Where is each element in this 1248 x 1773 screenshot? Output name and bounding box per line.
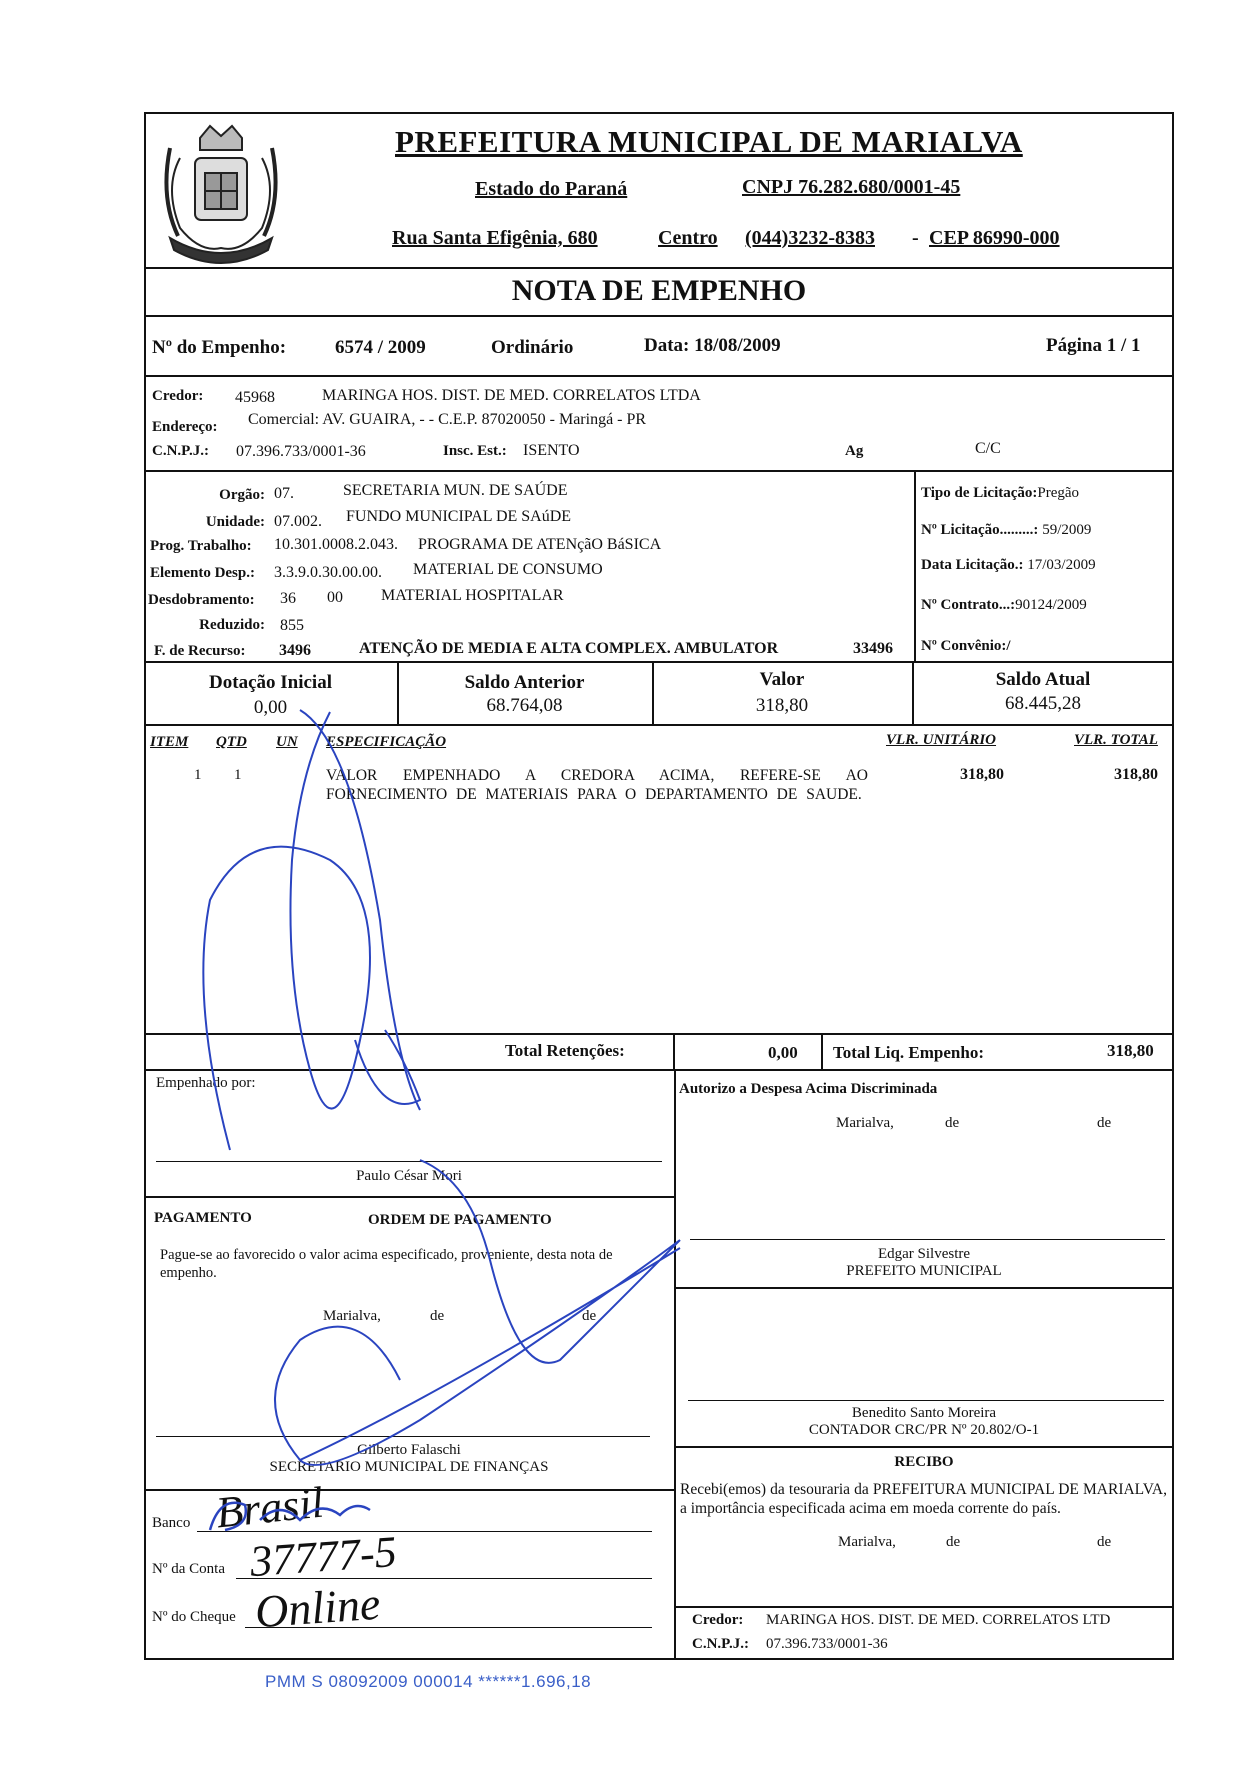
col-un: UN [276,734,298,750]
col-vlr-total: VLR. TOTAL [1074,732,1158,748]
header-cnpj: CNPJ 76.282.680/0001-45 [742,176,961,198]
header-cep: CEP 86990-000 [929,227,1060,249]
row-vlr-unitario: 318,80 [960,766,1004,783]
ag-label: Ag [845,443,864,459]
empenho-date: Data: 18/08/2009 [644,335,781,356]
recibo-city: Marialva, [838,1534,896,1550]
col-especificacao: ESPECIFICAÇÃO [326,734,447,750]
cheque-label: Nº do Cheque [152,1609,236,1625]
pagamento-text: Pague-se ao favorecido o valor acima especificado, proveniente, desta nota de empenho. [160,1247,613,1281]
elemento-name: MATERIAL DE CONSUMO [413,561,603,578]
empenho-type: Ordinário [491,337,574,358]
convenio-label: Nº Convênio:/ [921,638,1011,654]
tipo-licitacao-text: Tipo de Licitação: [921,485,1038,501]
page-number: Página 1 / 1 [1046,335,1141,356]
saldo-anterior-label: Saldo Anterior [464,672,585,693]
orgao-code: 07. [274,485,294,502]
numero-licitacao-label: Nº Licitação.........: [921,522,1039,538]
row-qtd: 1 [234,767,242,783]
credor-code: 45968 [235,389,275,406]
conta-label: Nº da Conta [152,1561,225,1577]
autorizo-name: Edgar Silvestre [877,1246,971,1262]
header-address: Rua Santa Efigênia, 680 [392,227,598,249]
recibo-credor: MARINGA HOS. DIST. DE MED. CORRELATOS LTD [766,1612,1111,1628]
contrato-value: 90124/2009 [1015,597,1087,613]
row-especificacao: VALOR EMPENHADO A CREDORA ACIMA, REFERE-SE AO FORNECIMENTO DE MATERIAIS PARA O DEPARTAMENTO DE SAUDE. [326,767,868,803]
elemento-label: Elemento Desp.: [150,565,255,581]
autorizo-de1: de [945,1115,960,1131]
orgao-label: Orgão: [219,487,265,503]
credor-label: Credor: [152,388,204,404]
orgao-name: SECRETARIA MUN. DE SAÚDE [343,482,568,499]
total-liquido-label: Total Liq. Empenho: [833,1043,984,1062]
prog-name: PROGRAMA DE ATENçãO BáSICA [418,536,662,553]
recurso-label: F. de Recurso: [154,643,246,659]
prog-code: 10.301.0008.2.043. [274,536,398,553]
total-retencoes-label: Total Retenções: [505,1041,625,1060]
recibo-text: Recebi(emos) da tesouraria da PREFEITURA MUNICIPAL DE MARIALVA, a importância especificada acima em moeda corrente do país. [680,1481,1167,1517]
header-dash: - [912,227,919,249]
elemento-code: 3.3.9.0.30.00.00. [274,564,382,581]
contador-name: Benedito Santo Moreira [851,1405,997,1421]
doc-title: NOTA DE EMPENHO [511,274,807,307]
pagamento-title: PAGAMENTO [154,1210,252,1226]
insc-label: Insc. Est.: [443,443,507,459]
endereco-label: Endereço: [152,419,218,435]
ordem-pagamento-title: ORDEM DE PAGAMENTO [368,1212,552,1228]
dotacao-value: 0,00 [253,697,288,718]
pagamento-name: Gilberto Falaschi [357,1442,461,1458]
saldo-anterior-value: 68.764,08 [486,695,563,716]
credor-address: Comercial: AV. GUAIRA, - - C.E.P. 87020050 - Maringá - PR [248,411,647,428]
contrato-label: Nº Contrato...: [921,597,1016,613]
saldo-atual-value: 68.445,28 [1005,693,1081,714]
credor-cnpj: 07.396.733/0001-36 [236,443,366,460]
autorizo-role: PREFEITO MUNICIPAL [846,1263,1002,1279]
total-liquido-value: 318,80 [1107,1041,1154,1060]
col-item: ITEM [150,734,189,750]
prog-label: Prog. Trabalho: [150,538,252,554]
reduzido-code: 855 [280,617,304,634]
reduzido-label: Reduzido: [199,617,265,633]
empenho-number: 6574 / 2009 [335,337,426,358]
desdobramento-label: Desdobramento: [148,592,255,608]
header-state: Estado do Paraná [475,178,628,200]
unidade-name: FUNDO MUNICIPAL DE SAúDE [346,508,572,525]
desdobramento-name: MATERIAL HOSPITALAR [381,587,564,604]
recibo-de1: de [946,1534,961,1550]
pagamento-de2: de [582,1308,597,1324]
empenhado-name: Paulo César Mori [356,1168,462,1184]
banco-label: Banco [152,1515,191,1531]
saldo-atual-label: Saldo Atual [995,669,1091,690]
recibo-cnpj-label: C.N.P.J.: [692,1636,749,1652]
insc-value: ISENTO [523,442,580,459]
autorizo-title: Autorizo a Despesa Acima Discriminada [679,1081,938,1097]
data-licitacao-value: 17/03/2009 [1023,557,1096,573]
conta-handwriting: 37777-5 [248,1526,399,1587]
valor-value: 318,80 [755,695,809,716]
col-vlr-unitario: VLR. UNITÁRIO [886,732,997,748]
valor-label: Valor [759,669,805,690]
cc-label: C/C [975,440,1001,457]
autorizo-city: Marialva, [836,1115,894,1131]
unidade-code: 07.002. [274,513,322,530]
pagamento-city: Marialva, [323,1308,381,1324]
credor-cnpj-label: C.N.P.J.: [152,443,209,459]
total-retencoes-value: 0,00 [768,1043,798,1062]
col-qtd: QTD [216,734,247,750]
credor-name: MARINGA HOS. DIST. DE MED. CORRELATOS LTDA [322,387,701,404]
pagamento-de1: de [430,1308,445,1324]
recibo-de2: de [1097,1534,1112,1550]
row-vlr-total: 318,80 [1114,766,1158,783]
data-licitacao-label: Data Licitação.: [921,557,1024,573]
banco-handwriting: Brasil [213,1477,326,1538]
header-title: PREFEITURA MUNICIPAL DE MARIALVA [395,124,1023,159]
processing-stamp: PMM S 08092009 000014 ******1.696,18 [265,1672,592,1691]
empenhado-label: Empenhado por: [156,1075,256,1091]
dotacao-label: Dotação Inicial [209,672,332,693]
recibo-cnpj: 07.396.733/0001-36 [766,1636,888,1652]
desdobramento-code: 36 [280,590,296,607]
recurso-number: 33496 [853,640,893,657]
pagamento-role: SECRETARIO MUNICIPAL DE FINANÇAS [269,1459,549,1475]
contador-role: CONTADOR CRC/PR Nº 20.802/O-1 [808,1422,1040,1438]
recibo-credor-label: Credor: [692,1612,744,1628]
recibo-title: RECIBO [894,1454,954,1470]
numero-licitacao-value: 59/2009 [1038,522,1092,538]
row-item: 1 [194,767,202,783]
header-phone: (044)3232-8383 [745,227,875,249]
unidade-label: Unidade: [205,514,265,530]
autorizo-de2: de [1097,1115,1112,1131]
empenho-label: Nº do Empenho: [152,337,287,358]
header-district: Centro [658,227,718,249]
desdobramento-sub: 00 [327,589,343,606]
recurso-code: 3496 [279,642,311,659]
recurso-name: ATENÇÃO DE MEDIA E ALTA COMPLEX. AMBULATOR [359,640,779,657]
cheque-handwriting: Online [253,1577,382,1638]
tipo-licitacao-value: Pregão [1037,485,1080,501]
